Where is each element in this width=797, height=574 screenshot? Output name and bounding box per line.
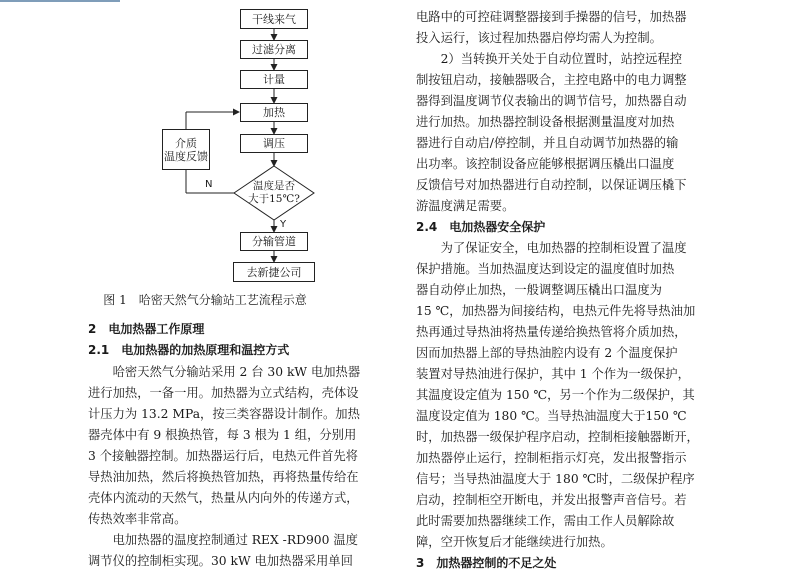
step-box: 计量 [240, 70, 308, 89]
body-line: 进行加热，一备一用。加热器为立式结构，壳体设 [88, 386, 359, 400]
decision-line: 温度是否 [253, 180, 295, 192]
body-line: 15 ℃，加热器为间接结构，电热元件先将导热油加 [416, 304, 696, 318]
body-line: 加热器停止运行，控制柜指示灯亮，发出报警指示 [416, 451, 687, 465]
body-line: 电加热器的温度控制通过 REX -RD900 温度 [88, 533, 358, 547]
no-label: N [205, 179, 213, 190]
figure-caption: 图 1 哈密天然气分输站工艺流程示意 [103, 293, 307, 307]
decision-line: 大于15℃? [248, 193, 300, 205]
section-heading: 2.4 电加热器安全保护 [416, 220, 546, 234]
right-column [416, 0, 794, 571]
body-line: 启动，控制柜空开断电，并发出报警声音信号。若 [416, 493, 687, 507]
body-line: 进行加热。加热器控制设备根据测量温度对加热 [416, 115, 675, 129]
body-line: 此时需要加热器继续工作，需由工作人员解除故 [416, 514, 675, 528]
body-line: 温度设定值为 180 ℃。当导热油温度大于150 ℃ [416, 409, 687, 423]
body-line: 制按钮启动，接触器吸合，主控电路中的电力调整 [416, 73, 687, 87]
body-line: 2）当转换开关处于自动位置时，站控远程控 [416, 52, 683, 66]
body-line: 热再通过导热油将热量传递给换热管将介质加热， [416, 325, 687, 339]
body-line: 时，加热器一级保护程序启动，控制柜接触器断开， [416, 430, 699, 444]
body-line: 器自动停止加热，一般调整调压橇出口温度为 [416, 283, 662, 297]
step-box: 去新捷公司 [233, 262, 315, 282]
body-line: 3 个接触器控制。加热器运行后，电热元件首先将 [88, 449, 358, 463]
body-line: 器进行自动启/停控制，并且自动调节加热器的输 [416, 136, 679, 150]
feedback-line: 温度反馈 [164, 149, 208, 163]
step-box: 加热 [240, 103, 308, 122]
section-heading: 3 加热器控制的不足之处 [416, 556, 557, 570]
body-line: 哈密天然气分输站采用 2 台 30 kW 电加热器 [88, 365, 361, 379]
body-line: 信号；当导热油温度大于 180 ℃时，二级保护程序 [416, 472, 695, 486]
step-box: 干线来气 [240, 9, 308, 29]
body-line: 出功率。该控制设备应能够根据调压橇出口温度 [416, 157, 675, 171]
body-line: 装置对导热油进行保护，其中 1 个作为一级保护， [416, 367, 690, 381]
step-box: 调压 [240, 134, 308, 153]
step-box: 分输管道 [240, 232, 308, 251]
body-line: 投入运行，该过程加热器启停均需人为控制。 [416, 31, 662, 45]
body-line: 器壳体中有 9 根换热管，每 3 根为 1 组，分别用 [88, 428, 357, 442]
body-line: 因而加热器上部的导热油腔内设有 2 个温度保护 [416, 346, 678, 360]
body-line: 壳体内流动的天然气，热量从内向外的传递方式， [88, 491, 359, 505]
body-line: 传热效率非常高。 [88, 512, 187, 526]
body-line: 为了保证安全，电加热器的控制柜设置了温度 [416, 241, 687, 255]
body-line: 其温度设定值为 150 ℃，另一个作为二级保护，其 [416, 388, 695, 402]
body-line: 器得到温度调节仪表输出的调节信号，加热器自动 [416, 94, 687, 108]
section-heading: 2 电加热器工作原理 [88, 322, 205, 336]
body-line: 导热油加热，然后将换热管加热，再将热量传给在 [88, 470, 359, 484]
feedback-line: 介质 [175, 136, 197, 150]
body-line: 游温度满足需要。 [416, 199, 515, 213]
body-line: 电路中的可控硅调整器接到手操器的信号，加热器 [416, 10, 687, 24]
yes-label: Y [280, 219, 287, 230]
body-line: 保护措施。当加热温度达到设定的温度值时加热 [416, 262, 675, 276]
step-box: 过滤分离 [240, 40, 308, 59]
subsection-heading: 2.1 电加热器的加热原理和温控方式 [88, 343, 290, 357]
body-line: 反馈信号对加热器进行自动控制，以保证调压橇下 [416, 178, 687, 192]
body-line: 障，空开恢复后才能继续进行加热。 [416, 535, 613, 549]
body-line: 调节仪的控制柜实现。30 kW 电加热器采用单回 [88, 554, 353, 568]
left-column [88, 0, 403, 571]
body-line: 计压力为 13.2 MPa，按三类容器设计制作。加热 [88, 407, 360, 421]
